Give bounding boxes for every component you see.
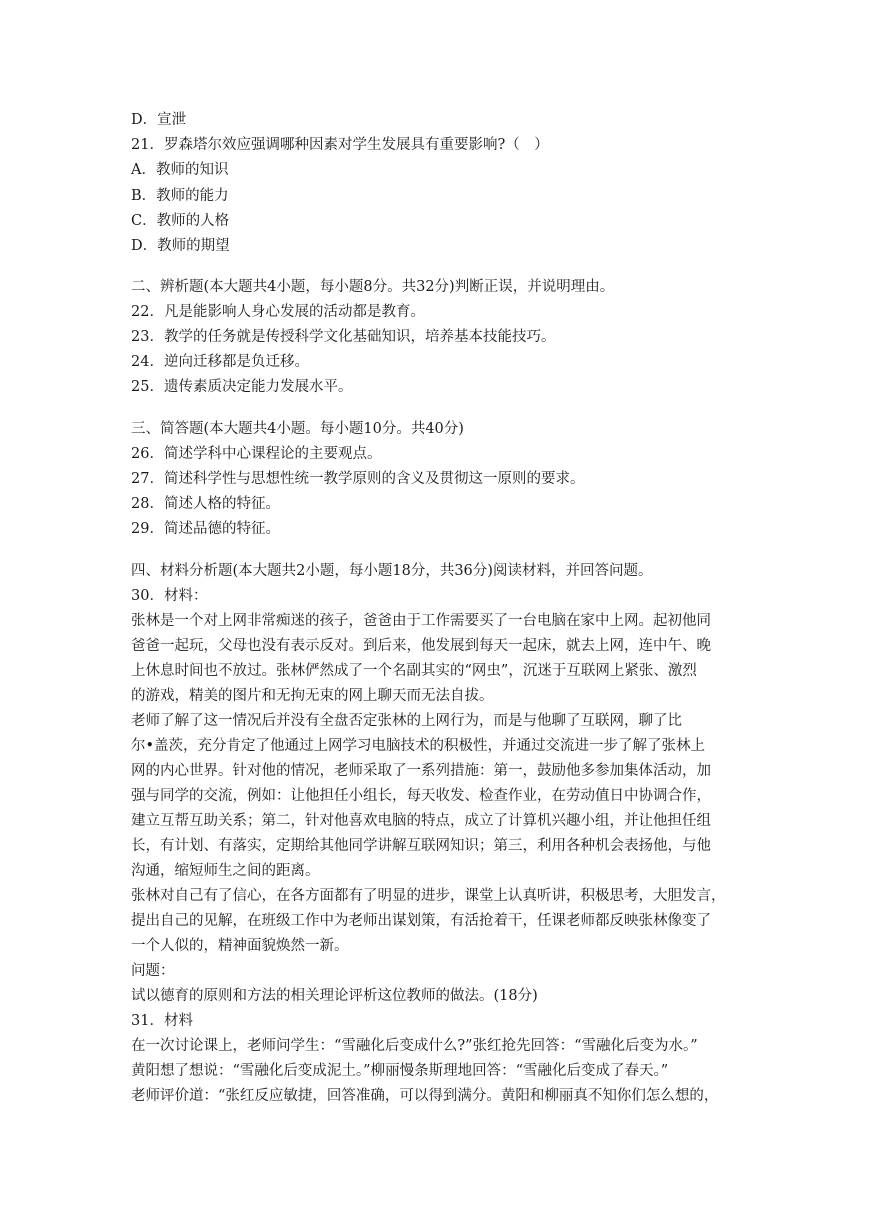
material-30-line: 沟通，缩短师生之间的距离。 — [131, 863, 320, 879]
material-31-line: 在一次讨论课上，老师问学生：“雪融化后变成什么?”张红抢先回答：“雪融化后变为水。” — [131, 1038, 698, 1054]
question-23: 23．教学的任务就是传授科学文化基础知识，培养基本技能技巧。 — [131, 329, 556, 345]
question-29: 29．简述品德的特征。 — [131, 521, 280, 537]
question-30-label: 30．材料： — [131, 588, 208, 604]
material-30-line: 张林对自己有了信心，在各方面都有了明显的进步，课堂上认真听讲，积极思考，大胆发言， — [131, 888, 726, 904]
question-26: 26．简述学科中心课程论的主要观点。 — [131, 446, 382, 462]
material-31-line: 老师评价道：“张红反应敏捷，回答准确，可以得到满分。黄阳和柳丽真不知你们怎么想的， — [131, 1088, 719, 1104]
question-21: 21．罗森塔尔效应强调哪种因素对学生发展具有重要影响?（ ） — [131, 137, 549, 153]
material-30-line: 提出自己的见解，在班级工作中为老师出谋划策，有活抢着干，任课老师都反映张林像变了 — [131, 913, 711, 929]
question-24: 24．逆向迁移都是负迁移。 — [131, 354, 309, 370]
question-25: 25．遗传素质决定能力发展水平。 — [131, 379, 353, 395]
material-30-line: 网的内心世界。针对他的情况，老师采取了一系列措施：第一，鼓励他多参加集体活动，加 — [131, 763, 711, 779]
material-30-line: 长，有计划、有落实，定期给其他同学讲解互联网知识；第三，利用各种机会表扬他，与他 — [131, 838, 711, 854]
question-28: 28．简述人格的特征。 — [131, 496, 280, 512]
question-31-label: 31．材料 — [131, 1013, 193, 1029]
question-22: 22．凡是能影响人身心发展的活动都是教育。 — [131, 304, 425, 320]
option-d-q21: D．教师的期望 — [131, 238, 230, 254]
material-30-line: 的游戏，精美的图片和无拘无束的网上聊天而无法自拔。 — [131, 688, 494, 704]
material-30-line: 建立互帮互助关系；第二，针对他喜欢电脑的特点，成立了计算机兴趣小组，并让他担任组 — [131, 813, 711, 829]
question-30-prompt: 试以德育的原则和方法的相关理论评析这位教师的做法。(18分) — [131, 988, 538, 1004]
question-30-prompt-label: 问题： — [131, 963, 175, 979]
option-d-q20: D．宣泄 — [131, 112, 187, 128]
option-b-q21: B．教师的能力 — [131, 188, 229, 204]
question-27: 27．简述科学性与思想性统一教学原则的含义及贯彻这一原则的要求。 — [131, 471, 585, 487]
material-30-line: 张林是一个对上网非常痴迷的孩子，爸爸由于工作需要买了一台电脑在家中上网。起初他同 — [131, 613, 711, 629]
option-c-q21: C．教师的人格 — [131, 213, 230, 229]
material-31-line: 黄阳想了想说：“雪融化后变成泥土。”柳丽慢条斯理地回答：“雪融化后变成了春天。” — [131, 1063, 669, 1079]
material-30-line: 尔•盖茨，充分肯定了他通过上网学习电脑技术的积极性，并通过交流进一步了解了张林上 — [131, 738, 706, 754]
material-30-line: 强与同学的交流，例如：让他担任小组长，每天收发、检查作业，在劳动值日中协调合作， — [131, 788, 711, 804]
section-heading-3: 三、简答题(本大题共4小题。每小题10分。共40分) — [131, 421, 464, 437]
material-30-line: 上休息时间也不放过。张林俨然成了一个名副其实的“网虫”，沉迷于互联网上紧张、激烈 — [131, 663, 697, 679]
section-heading-4: 四、材料分析题(本大题共2小题，每小题18分，共36分)阅读材料，并回答问题。 — [131, 563, 653, 579]
section-heading-2: 二、辨析题(本大题共4小题，每小题8分。共32分)判断正误，并说明理由。 — [131, 279, 615, 295]
material-30-line: 老师了解了这一情况后并没有全盘否定张林的上网行为，而是与他聊了互联网，聊了比 — [131, 713, 682, 729]
material-30-line: 爸爸一起玩，父母也没有表示反对。到后来，他发展到每天一起床，就去上网，连中午、晚 — [131, 638, 711, 654]
material-30-line: 一个人似的，精神面貌焕然一新。 — [131, 938, 349, 954]
option-a-q21: A．教师的知识 — [131, 162, 229, 178]
